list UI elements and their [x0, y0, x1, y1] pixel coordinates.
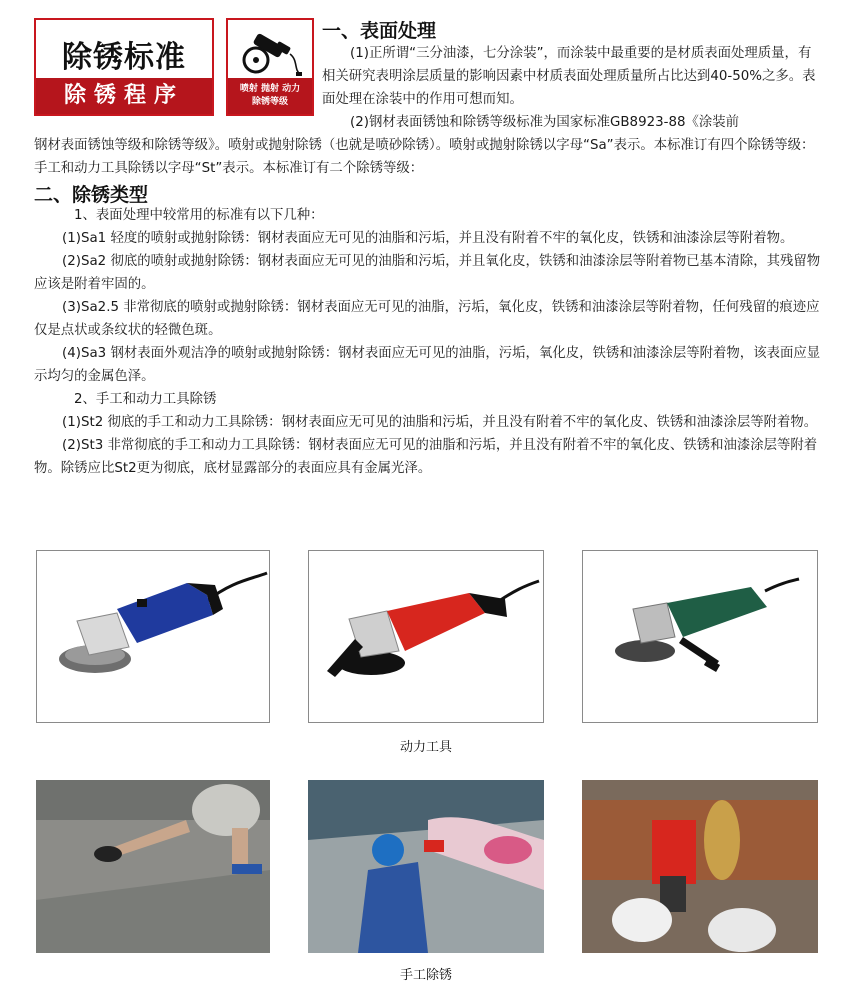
icon-caption-line2: 除锈等级	[251, 97, 288, 107]
photo-worker-floor	[36, 780, 270, 953]
title-box	[34, 18, 214, 116]
section1-para2-line1: (2)钢材表面锈蚀和除锈等级标准为国家标准GB8923-88《涂装前	[350, 115, 740, 130]
section1-heading: 一、表面处理	[322, 20, 437, 42]
photo-green-grinder	[582, 550, 818, 723]
item-sa1: (1)Sa1 轻度的喷射或抛射除锈：钢材表面应无可见的油脂和污垢，并且没有附着不牢的氧化皮，铁锈和油漆涂层等附着物。	[62, 231, 794, 246]
page-title: 除锈标准	[62, 40, 186, 75]
section2-heading: 二、除锈类型	[34, 184, 149, 206]
item-sa25: (3)Sa2.5 非常彻底的喷射或抛射除锈：钢材表面应无可见的油脂，污垢，氧化皮，铁锈和油漆涂层等附着物，任何残留的痕迹应仅是点状或条纹状的轻微色斑。	[34, 300, 820, 338]
item-sa3: (4)Sa3 钢材表面外观洁净的喷射或抛射除锈：钢材表面应无可见的油脂，污垢，氧化皮，铁锈和油漆涂层等附着物，该表面应显示均匀的金属色泽。	[34, 346, 821, 384]
item-st2: (1)St2 彻底的手工和动力工具除锈：钢材表面应无可见的油脂和污垢，并且没有附着不牢的氧化皮、铁锈和油漆涂层等附着物。	[62, 415, 818, 430]
icon-caption	[228, 78, 312, 114]
item-sa2: (2)Sa2 彻底的喷射或抛射除锈：钢材表面应无可见的油脂和污垢，并且氧化皮，铁锈和油漆涂层等附着物已基本清除，其残留物应该是附着牢固的。	[34, 254, 821, 292]
section2-body	[34, 204, 824, 480]
photo-blue-grinder	[36, 550, 270, 723]
photo-worker-tank	[308, 780, 544, 953]
section1-para1: (1)正所谓“三分油漆，七分涂装”，而涂装中最重要的是材质表面处理质量，有相关研究表明涂层质量的影响因素中材质表面处理质量所占比达到40-50%之多。表面处理在涂装中的作用可想而知。	[322, 46, 816, 107]
photo-red-grinder	[308, 550, 544, 723]
sub-heading-common-standards: 1、表面处理中较常用的标准有以下几种：	[74, 208, 324, 223]
icon-caption-line1: 喷射 抛射 动力	[239, 84, 301, 94]
sub-heading-manual-power: 2、手工和动力工具除锈	[74, 392, 217, 407]
item-st3: (2)St3 非常彻底的手工和动力工具除锈：钢材表面应无可见的油脂和污垢，并且没有附着不牢的氧化皮、铁锈和油漆涂层等附着物。除锈应比St2更为彻底，底材显露部分的表面应具有金属光泽。	[34, 438, 818, 476]
caption-manual-derusting: 手工除锈	[399, 968, 452, 983]
caption-power-tools: 动力工具	[399, 740, 452, 755]
icon-card	[226, 18, 314, 116]
page-subtitle: 除锈程序	[36, 78, 212, 114]
angle-grinder-icon	[236, 24, 304, 80]
section1-para2-rest: 钢材表面锈蚀等级和除锈等级》。喷射或抛射除锈（也就是喷砂除锈）。喷射或抛射除锈以字母“Sa”表示。本标准订有四个除锈等级：手工和动力工具除锈以字母“St”表示。本标准订有二个除锈等级：	[34, 138, 815, 176]
photo-worker-pipe	[582, 780, 818, 953]
